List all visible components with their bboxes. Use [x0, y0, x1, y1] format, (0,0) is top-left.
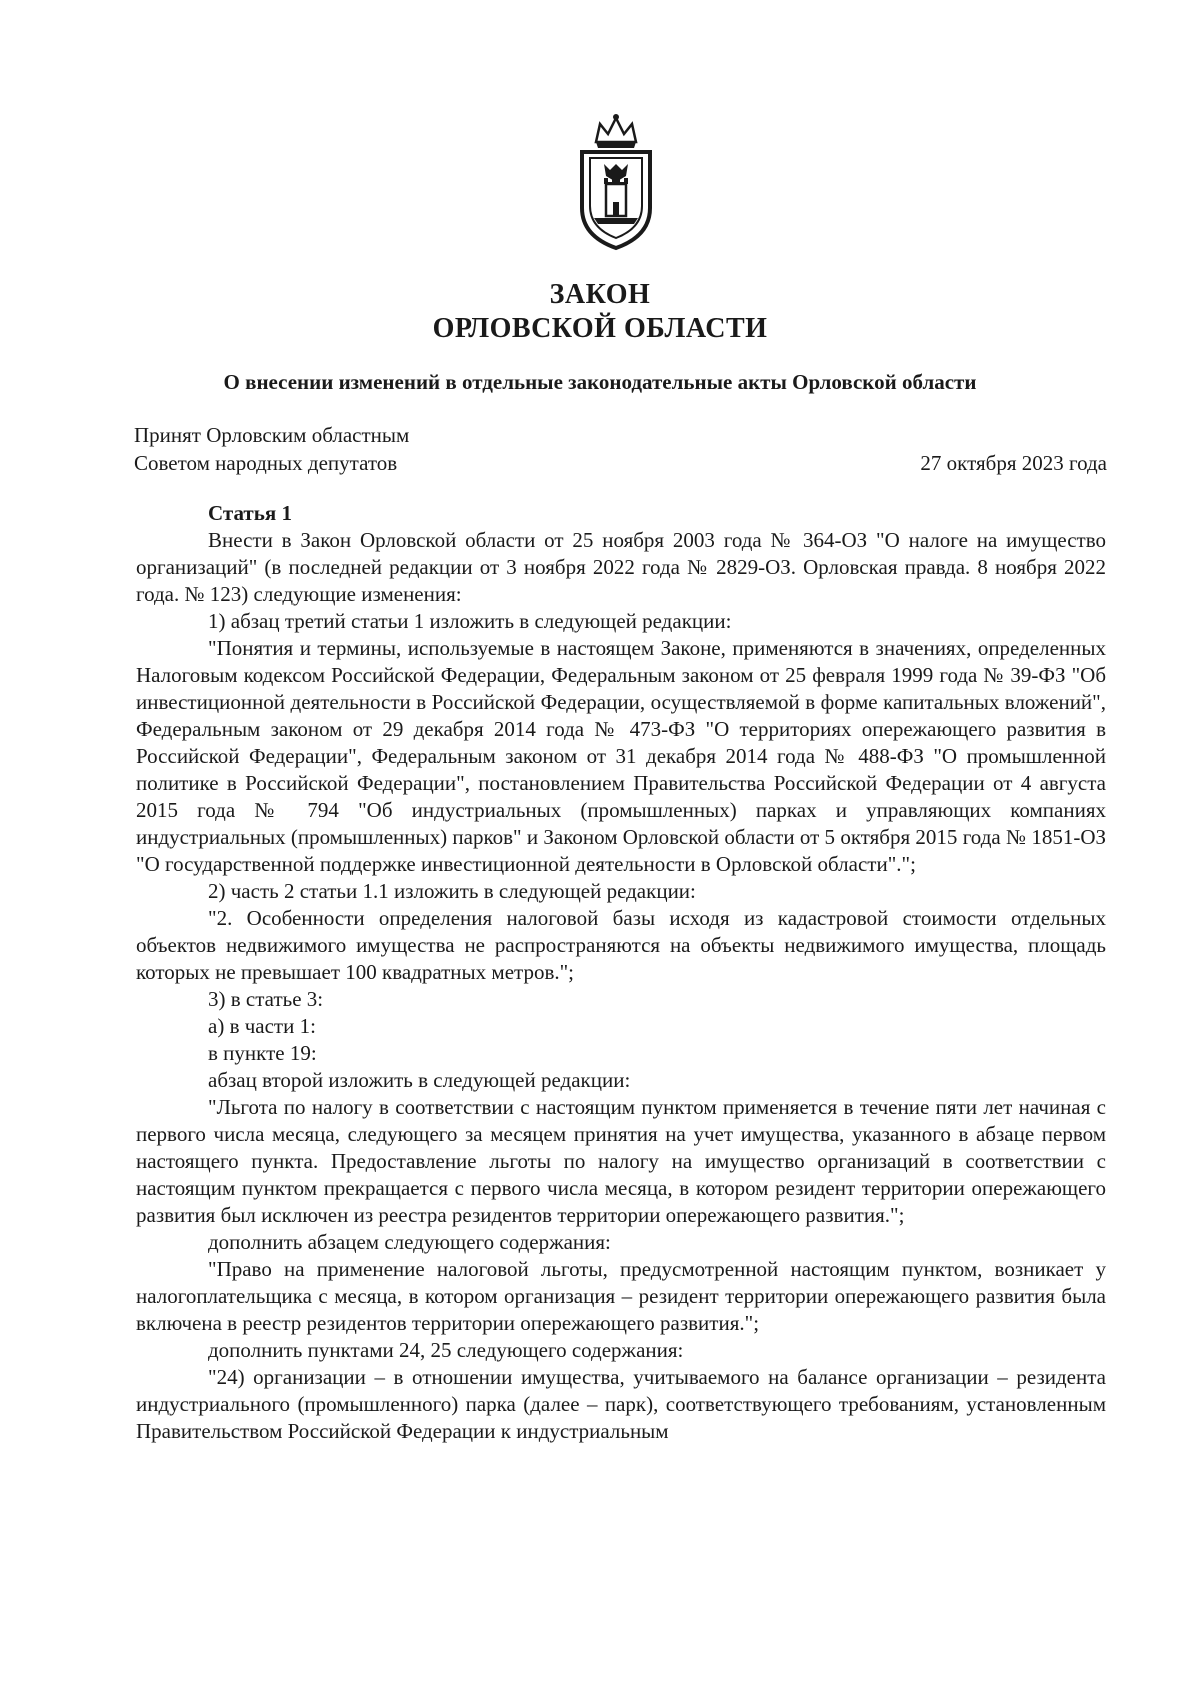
adoption-date: 27 октября 2023 года — [920, 451, 1107, 475]
body-paragraph: "24) организации – в отношении имущества, учитываемого на балансе организации – резидента индустриального (промышленного) парка (далее – парк), соответствующего требованиям, установленным Правительством Российской Федерации к индустриальным — [136, 1365, 1106, 1443]
adoption-line2: Советом народных депутатов — [134, 451, 398, 475]
body-paragraph: абзац второй изложить в следующей редакции: — [208, 1068, 631, 1092]
document-body — [136, 500, 1106, 1445]
adoption-line1: Принят Орловским областным — [134, 423, 410, 447]
body-paragraph: 1) абзац третий статьи 1 изложить в следующей редакции: — [208, 609, 732, 633]
adoption-block — [134, 421, 409, 477]
body-paragraph: 3) в статье 3: — [208, 987, 324, 1011]
document-title-line1: ЗАКОН — [549, 279, 651, 310]
body-paragraph: а) в части 1: — [208, 1014, 316, 1038]
body-paragraph: в пункте 19: — [208, 1041, 317, 1065]
body-paragraph: Внести в Закон Орловской области от 25 ноября 2003 года № 364-ОЗ "О налоге на имущество организаций" (в последней редакции от 3 ноября 2022 года № 2829-ОЗ. Орловская правда. 8 ноября 2022 года. № 123) следующие изменения: — [136, 528, 1106, 606]
article-heading: Статья 1 — [208, 501, 292, 525]
body-paragraph: "Понятия и термины, используемые в настоящем Законе, применяются в значениях, определенных Налоговым кодексом Российской Федерации, Федеральным законом от 25 февраля 1999 года № 39-ФЗ "Об инвестиционной деятельности в Российской Федерации, осуществляемой в форме капитальных вложений", Федеральным законом от 29 декабря 2014 года № 473-ФЗ "О территориях опережающего развития в Российской Федерации", Федеральным законом от 31 декабря 2014 года № 488-ФЗ "О промышленной политике в Российской Федерации", постановлением Правительства Российской Федерации от 4 августа 2015 года № 794 "Об индустриальных (промышленных) парках и управляющих компаниях индустриальных (промышленных) парков" и Законом Орловской области от 5 октября 2015 года № 1851-ОЗ "О государственной поддержке инвестиционной деятельности в Орловской области"."; — [136, 636, 1106, 876]
coat-of-arms-icon — [568, 112, 664, 252]
body-paragraph: "2. Особенности определения налоговой базы исходя из кадастровой стоимости отдельных объектов недвижимого имущества не распространяются на объекты недвижимого имущества, площадь которых не превышает 100 квадратных метров."; — [136, 906, 1106, 984]
body-paragraph: "Право на применение налоговой льготы, предусмотренной настоящим пунктом, возникает у налогоплательщика с месяца, в котором организация – резидент территории опережающего развития была включена в реестр резидентов территории опережающего развития."; — [136, 1257, 1106, 1335]
body-paragraph: "Льгота по налогу в соответствии с настоящим пунктом применяется в течение пяти лет начиная с первого числа месяца, следующего за месяцем принятия на учет имущества, указанного в абзаце первом настоящего пункта. Предоставление льготы по налогу на имущество организаций в соответствии с настоящим пунктом прекращается с первого числа месяца, в котором резидент территории опережающего развития был исключен из реестра резидентов территории опережающего развития."; — [136, 1095, 1106, 1227]
body-paragraph: дополнить пунктами 24, 25 следующего содержания: — [208, 1338, 684, 1362]
body-paragraph: 2) часть 2 статьи 1.1 изложить в следующей редакции: — [208, 879, 696, 903]
body-paragraph: дополнить абзацем следующего содержания: — [208, 1230, 611, 1254]
document-subtitle: О внесении изменений в отдельные законодательные акты Орловской области — [223, 370, 977, 394]
document-title-line2: ОРЛОВСКОЙ ОБЛАСТИ — [432, 313, 768, 344]
